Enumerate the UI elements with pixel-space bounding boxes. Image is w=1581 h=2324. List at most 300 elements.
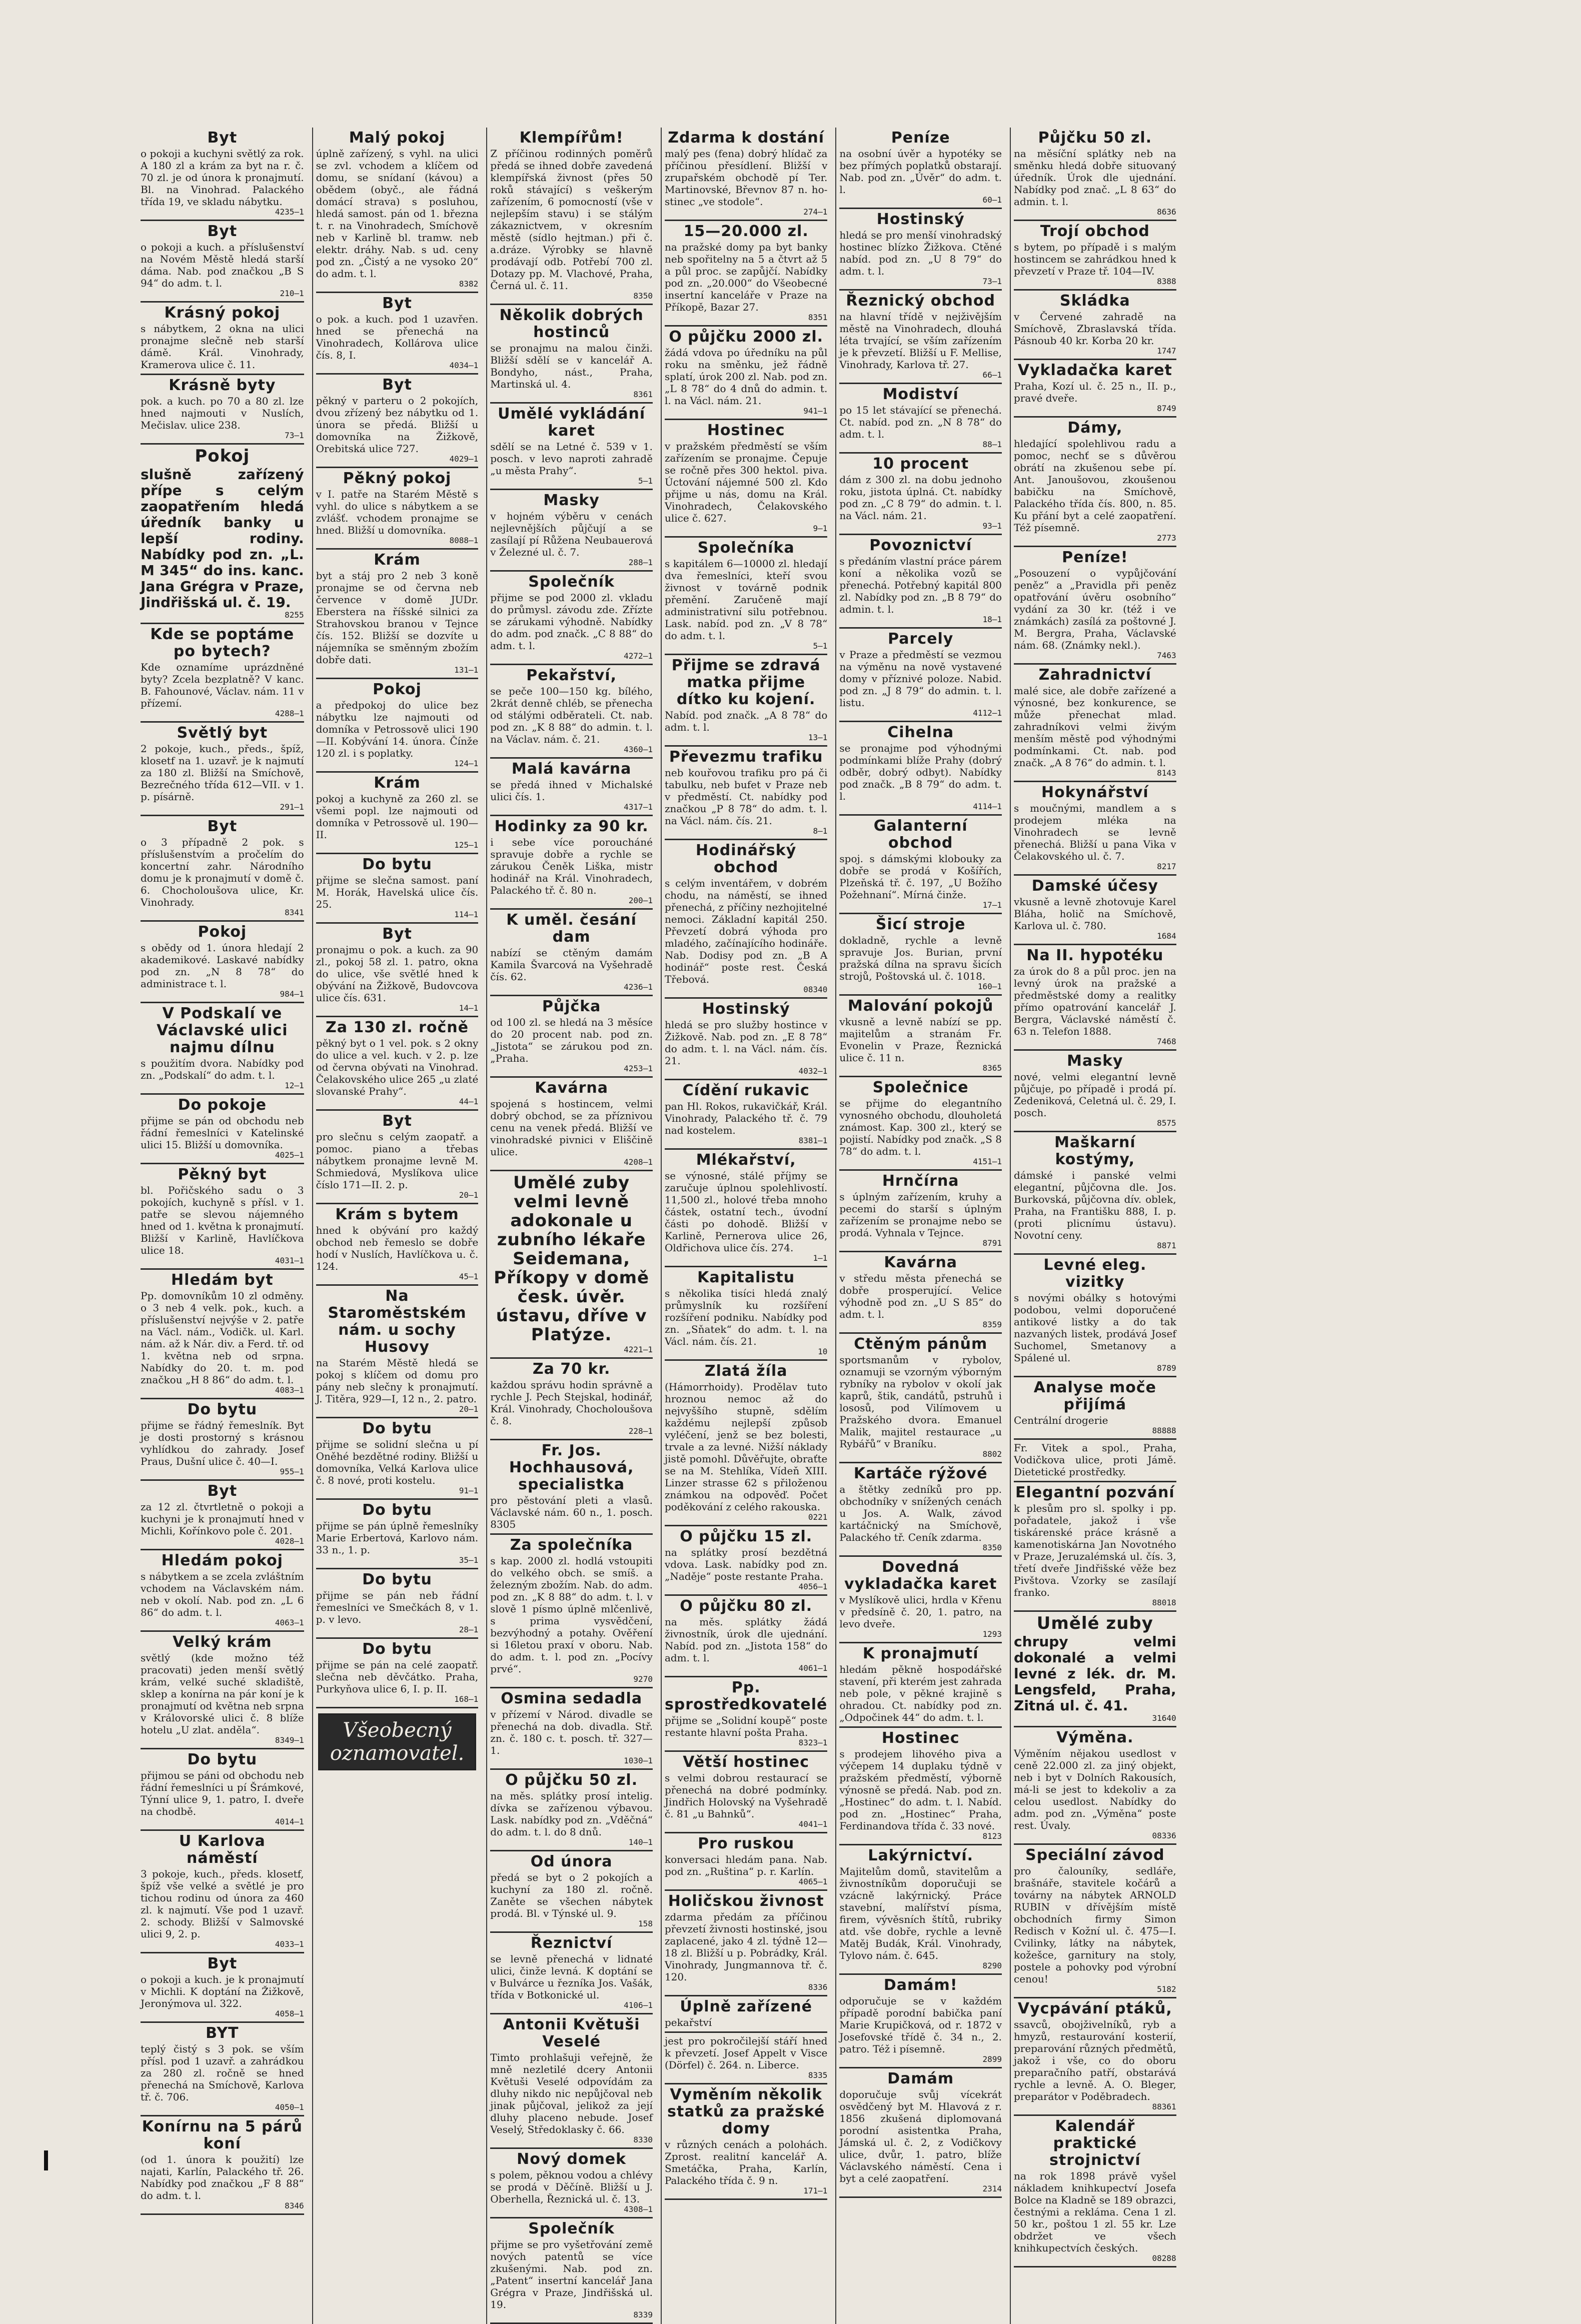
ad-text: se výnosné, stálé příjmy se zaručuje úplnou spolehlivostí. 11,500 zl., holové třeba mnoho částek, ostatní tech., úvodní části po dohodě. Bližší v Karlině, Pernerova ulice 26, Oldřichova ulice čís. 274. (664, 1170, 828, 1254)
ad-title: Vycpávání ptáků, (1017, 2000, 1172, 2017)
ad-code: 8802 (982, 1449, 1002, 1459)
ad-code: 941—1 (803, 406, 828, 416)
classified-ad (316, 924, 479, 1017)
ad-title: K pronajmutí (862, 1645, 979, 1662)
classified-ad (490, 816, 653, 910)
ad-code: 8339 (633, 2310, 653, 2319)
ad-text: přijme se solidní slečna u pí Oněhé bezdětné rodiny. Bližší u domovníka, Velká Karlova ulice č. 8 nové, proti kostelu. (316, 1438, 479, 1486)
ad-text: s nábytkem a se zcela zvláštním vchodem na Václavském nám. neb v okolí. Nab. pod zn. „L 6 86“ do adm. t. l. (141, 1570, 304, 1618)
ad-code: 13—1 (808, 733, 828, 742)
ad-title: K uměl. česání dam (506, 911, 637, 946)
ad-text: s úplným zařízením, kruhy a pecemi do starší s úplným zařízením se pronajme nebo se prodá. Vyhnala v Tejnce. (839, 1191, 1002, 1239)
ad-text: na pražské domy pa byt banky neb spořitelny na 5 a čtvrt až 5 a půl proc. se zapůjčí. Nabídky pod zn. „20.000“ do Všeobecné insertní kanceláře v Praze na Příkopě, Bazar 27. (664, 241, 828, 313)
ad-code: 4360—1 (624, 745, 653, 754)
classified-ad (490, 490, 653, 572)
ad-code: 18—1 (982, 615, 1002, 624)
ad-code: 4025—1 (275, 1150, 304, 1160)
ad-title: Kavárna (884, 1254, 958, 1271)
ad-text: o 3 případně 2 pok. s příslušenstvím a pročelím do koncertní zahr. Národního domu je k pronajmutí v domě č. 6. Chocholoušova ulice, Kr. Vinohrady. (141, 836, 304, 908)
ad-title: Konírnu na 5 párů koní (142, 2118, 303, 2152)
ad-title: Modiství (882, 386, 959, 403)
classified-ad (490, 2014, 653, 2149)
ad-code: 28—1 (459, 1625, 479, 1634)
ad-code: 4288—1 (275, 709, 304, 718)
classified-ad (839, 1643, 1002, 1728)
ad-title: Převezmu trafiku (669, 748, 823, 766)
classified-ad (839, 1845, 1002, 1975)
ad-code: 5—1 (813, 641, 828, 651)
ad-text: bl. Pořičského sadu o 3 pokojích, kuchyně s přísl. v 1. patře se slevou nájemného hned od 1. května k pronajmutí. Bližší v Karlině, Havlíčkova ulice 18. (141, 1184, 304, 1256)
classified-ad (665, 1080, 827, 1150)
ad-title: Hodinky za 90 kr. (494, 818, 649, 835)
ad-title: Pokoj (198, 923, 247, 941)
classified-ad (316, 1418, 479, 1500)
classified-ad (839, 1728, 1002, 1845)
ad-text: malé sice, ale dobře zařízené a výnosné, bez konkurence, se může přenechat mlad. zahradníkovi velmi živým menším městě pod výhodnými podmínkami. Ct. nab. pod značk. „A 8 76“ do admin. t. l. (1014, 685, 1176, 769)
classified-ad (665, 327, 827, 420)
ad-title: Nový domek (517, 2150, 627, 2168)
ad-title: Povoznictví (869, 537, 972, 554)
ad-text: s polem, pěknou vodou a chlévy se prodá v Děčíně. Bližší u J. Oberhella, Řeznická ul. č. 13. (490, 2169, 653, 2205)
ad-code: 4014—1 (275, 1817, 304, 1826)
ad-title: Pekařství, (526, 667, 617, 684)
classified-ad (490, 1933, 653, 2014)
ad-code: 8346 (285, 2201, 304, 2210)
ad-text: sdělí se na Letné č. 539 v 1. posch. v levo naproti zahradě „u města Prahy“. (490, 441, 653, 477)
classified-ad (665, 1150, 827, 1267)
classified-ad (141, 1164, 304, 1270)
classified-ad (665, 1752, 827, 1833)
ad-text: s použitím dvora. Nabídky pod zn. „Podskalí“ do adm. t. l. (141, 1057, 304, 1081)
ad-code: 140—1 (628, 1837, 653, 1847)
ad-title: Několik dobrých hostinců (499, 307, 644, 341)
classified-ad (665, 1596, 827, 1677)
ad-title: Hostinský (876, 211, 965, 228)
ad-title: Půjčku 50 zl. (1038, 129, 1152, 147)
ad-title: Hledám byt (171, 1271, 274, 1289)
ad-title: Zahradnictví (1038, 666, 1152, 684)
classified-ad (1014, 547, 1176, 665)
ad-code: 93—1 (982, 521, 1002, 531)
ad-code: 4112—1 (973, 708, 1002, 718)
ad-text: odporučuje se v každém případě porodní babička paní Marie Krupičková, od r. 1872 v Josefovské třídě č. 34 n., 2. patro. Též i písemně. (839, 1995, 1002, 2055)
ad-title: Společníka (697, 539, 795, 557)
classified-ad (490, 305, 653, 404)
ad-code: 44—1 (459, 1097, 479, 1106)
ad-title: Byt (207, 1955, 238, 1972)
ad-code: 73—1 (982, 277, 1002, 286)
ad-title: Fr. Jos. Hochhausová, specialistka (509, 1442, 634, 1493)
classified-ad (839, 291, 1002, 384)
classified-ad (1014, 1051, 1176, 1132)
ad-code: 125—1 (454, 840, 479, 850)
classified-ad (316, 1111, 479, 1204)
ad-code: 114—1 (454, 910, 479, 919)
classified-ad (490, 910, 653, 996)
ad-text: teplý čistý s 3 pok. se vším přísl. pod 1 uzavř. a zahrádkou za 280 zl. ročně se hned přenechá na Smíchově, Karlova tř. č. 706. (141, 2043, 304, 2103)
classified-ad (665, 221, 827, 327)
classified-ad (316, 1204, 479, 1286)
classified-ad (665, 840, 827, 999)
ad-title: Krám (374, 551, 421, 569)
ad-code: 200—1 (628, 896, 653, 905)
ad-code: 8123 (982, 1831, 1002, 1841)
ad-code: 8349—1 (275, 1735, 304, 1745)
ad-code: 8350 (982, 1543, 1002, 1552)
ad-code: 4065—1 (798, 1877, 828, 1886)
ad-text: zdarma předám za příčinou převzetí živnosti hostinské, jsou zaplacené, jako 4 zl. týdně 12—18 zl. Bližší u p. Pobrádky, Král. Vinohrady, Jungmannova tř. č. 120. (664, 1911, 828, 1983)
ad-code: 4272—1 (624, 651, 653, 661)
ad-text: hledá se pro menší vinohradský hostinec blízko Žižkova. Ctěné nabíd. pod zn. „U 8 79“ do adm. t. l. (839, 229, 1002, 277)
ad-code: 984—1 (280, 989, 304, 999)
classified-ad (839, 629, 1002, 722)
ad-text: spoj. s dámskými klobouky za dobře se prodá v Košířích, Plzeňská tř. č. 197, „U Božího Požehnaní“. Mírná činže. (839, 853, 1002, 901)
classified-ad (665, 999, 827, 1080)
ad-text: 3 pokoje, kuch., předs. klosetf, špíž vše velké a světlé je pro tichou rodinu od února za 460 zl. k najmutí. Vše pod 1 uzavř. 2. schody. Bližší v Salmovské ulici 9, 2. p. (141, 1868, 304, 1940)
classified-ad (665, 420, 827, 538)
classified-ad (839, 384, 1002, 454)
ad-title: U Karlova náměstí (179, 1832, 266, 1867)
classified-ad (141, 1095, 304, 1164)
ad-text: o pokoji a kuch. je k pronajmutí v Michli. K doptání na Žižkově, Jeronýmova ul. 322. (141, 1973, 304, 2009)
classified-ad (141, 1632, 304, 1749)
ad-text: s velmi dobrou restaurací se přenechá na dobré podmínky. Jindřich Holovský na Vyšehradě č. 81 „u Bahnků“. (664, 1772, 828, 1820)
ad-text: na Starém Městě hledá se pokoj s klíčem od domu pro pány neb slečny k pronajmutí. J. Titěra, 929—I, 12 n., 2. patro. (316, 1357, 479, 1405)
ad-text: na osobní úvěr a hypotéky se bez přímých poplatků obstarají. Nab. pod zn. „Úvěr“ do adm. t. l. (839, 148, 1002, 196)
ad-title: Damské účesy (1031, 877, 1158, 895)
classified-ad (839, 209, 1002, 291)
ad-text: pro slečnu s celým zaopatř. a pomoc. piano a třebas nábytkem pronajme levně M. Schmiedová, Myslíkova ulice číslo 171—II. 2. p. (316, 1131, 479, 1191)
ad-code: 4058—1 (275, 2009, 304, 2018)
ad-text: dám z 300 zl. na dobu jednoho roku, jistota úplná. Ct. nabídky pod zn. „C 8 79“ do admin. t. l. na Václ. nám. 21. (839, 474, 1002, 522)
ad-text: dokladně, rychle a levně spravuje Jos. Burian, první pražská dílna na spravu šicích strojů, Poštovská ul. č. 1018. (839, 934, 1002, 982)
ad-title: Hledám pokoj (161, 1552, 283, 1569)
ad-code: 288—1 (628, 558, 653, 567)
ad-code: 4106—1 (624, 2000, 653, 2010)
ad-code: 8361 (633, 390, 653, 399)
ad-text: nové, velmi elegantní levně půjčuje, po případě i prodá pí. Zedeniková, Celetná ul. č. 29, I. posch. (1014, 1071, 1176, 1119)
classified-ad (490, 759, 653, 816)
ad-text: světlý (kde možno též pracovati) jeden menší světlý krám, velké suché skladiště, sklep a konírna na pár koní je k pronajmutí od května neb srpna v Královorské ulici č. 8 blíže hotelu „U zlat. anděla“. (141, 1652, 304, 1736)
ad-title: Pokoj (195, 446, 250, 466)
ad-title: Byt (382, 376, 412, 394)
classified-ad (316, 1017, 479, 1111)
ad-text: s bytem, po případě i s malým hostincem se zahrádkou hned k převzetí v Praze tř. 104—IV. (1014, 241, 1176, 277)
ad-code: 4235—1 (275, 207, 304, 217)
ad-text: pro čalouníky, sedláře, brašnáře, stavitele kočárů a továrny na nábytek ARNOLD RUBIN v dřívějším místě obchodních firmy Simon Redisch v Kožní ul. č. 475—I. Cvilinky, látky na nábytek, kožešce, garnitury na stoly, postele a pohovky pod výrobní cenou! (1014, 1865, 1176, 1985)
classified-ad (1014, 2116, 1176, 2267)
ad-title: Umělé vykládání karet (498, 405, 646, 440)
ad-text: se levně přenechá v lidnaté ulici, činže levná. K doptání se v Bulvárce u řezníka Jos. Vašák, třída v Botkonické ul. (490, 1953, 653, 2001)
ad-text: hledám pěkně hospodářské stavení, při kterém jest zahrada neb pole, v pěkné krajině s ohradou. Ct. nabídky pod zn. „Odpočinek 44“ do adm. t. l. (839, 1663, 1002, 1723)
classified-ad (839, 914, 1002, 996)
ad-code: 4114—1 (973, 802, 1002, 811)
ad-text: malý pes (fena) dobrý hlídač za příčinou přesídlení. Bližší v zrupařském obchodě pí Ter. Martinovské, Břevnov 87 n. ho-stinec „ve stodole“. (664, 148, 828, 208)
ad-title: Za 70 kr. (532, 1360, 611, 1378)
ad-title: Dámy, (1067, 419, 1123, 437)
ad-text: přijme se slečna samost. paní M. Horák, Havelská ulice čís. 25. (316, 874, 479, 910)
classified-ad (316, 854, 479, 924)
ad-text: přijme se řádný řemeslník. Byt je dosti prostorný s krásnou vyhlídkou do zahrady. Josef Praus, Dušní ulice č. 40—I. (141, 1419, 304, 1467)
ad-code: 8789 (1157, 1363, 1176, 1373)
classified-ad (839, 535, 1002, 629)
ad-text: každou správu hodin správně a rychle J. Pech Stejskal, hodinář, Král. Vinohrady, Chocholoušova č. 8. (490, 1379, 653, 1427)
ad-text: ssavců, obojživelníků, ryb a hmyzů, restaurování kosterií, preparování různých předmětů, jakož i vše, co do oboru preparačního patří, obstarává rychle a levně. A. O. Bleger, preparátor v Poděbradech. (1014, 2018, 1176, 2102)
ad-text: (od 1. února k použití) lze najati, Karlín, Palackého tř. 26. Nabídky pod značkou „F 8 88“ do adm. t. l. (141, 2153, 304, 2201)
ad-title: O půjčku 2000 zl. (669, 328, 823, 346)
ad-text: za 12 zl. čtvrtletně o pokoji a kuchyni je k pronajmutí hned v Michli, Kořínkovo pole č. 201. (141, 1501, 304, 1537)
ad-title: Levné eleg. vizitky (1043, 1256, 1147, 1291)
ad-title: Do bytu (187, 1401, 258, 1418)
ad-title: Malý pokoj (349, 129, 446, 147)
classified-ad (839, 1171, 1002, 1252)
ad-text: přijme se „Solidní koupě“ poste restante hlavní pošta Praha. (664, 1714, 828, 1738)
ad-title: Krám s bytem (335, 1206, 459, 1223)
ad-text: Majitelům domů, stavitelům a živnostníkům doporučuji se vzácně lakýrnický. Práce stavební, malířství písma, firem, vývěsních štítů, rubriky atd. vše dobře, rychle a levně Matěj Budák, Král. Vinohrady, Tylovo nám. č. 645. (839, 1865, 1002, 1961)
ad-code: 8365 (982, 1063, 1002, 1073)
ad-title: Pěkný byt (178, 1166, 267, 1183)
ad-code: 8351 (808, 313, 828, 322)
ad-title: Kapitalistu (697, 1269, 795, 1286)
ad-code: 8749 (1157, 404, 1176, 413)
ad-code: 10 (818, 1347, 828, 1356)
classified-ad (490, 1770, 653, 1851)
classified-ad (1014, 1482, 1176, 1612)
classified-ad (490, 2149, 653, 2218)
ad-title: Hostinec (881, 1729, 960, 1747)
classified-ad (316, 679, 479, 773)
ad-title: Byt (207, 129, 238, 147)
ad-text: Nabíd. pod značk. „A 8 78“ do adm. t. l. (664, 709, 828, 733)
ad-text: doporučuje svůj vícekrát osvědčený byt M. Hlavová z r. 1856 zkušená diplomovaná porodní asistentka Praha, Jámská ul. č. 2, z Vodičkovy ulice, dvůr, 1. patro, blíže Václavského náměstí. Cena i byt a celé zaopatření. (839, 2088, 1002, 2184)
ad-code: 88018 (1152, 1598, 1176, 1607)
classified-ad (316, 773, 479, 854)
ad-text: v různých cenách a polohách. Zprost. realitní kancelář A. Smetáčka, Praha, Karlín, Palackého třída č. 9 n. (664, 2138, 828, 2186)
ad-text: se předá ihned v Michalské ulici čís. 1. (490, 779, 653, 803)
ad-code: 1747 (1157, 346, 1176, 356)
classified-ad (141, 922, 304, 1003)
ad-text: o pokoji a kuchyni světlý za rok. A 180 zl a krám za byt na r. č. 70 zl. je od února k pronajmutí. Bl. na Vinohrad. Palackého třída 19, ve skladu nábytku. (141, 148, 304, 208)
ad-code: 4253—1 (624, 1064, 653, 1073)
classified-ad (141, 1550, 304, 1632)
ad-title: Do bytu (362, 856, 432, 873)
ad-code: 158 (638, 1919, 653, 1928)
ad-code: 4032—1 (798, 1066, 828, 1076)
ad-code: 4208—1 (624, 1157, 653, 1167)
ad-title: Mlékařství, (696, 1151, 796, 1169)
ad-code: 4221—1 (624, 1345, 653, 1354)
ad-code: 124—1 (454, 759, 479, 768)
ad-title: Speciální závod (1025, 1846, 1165, 1864)
ad-code: 08340 (803, 985, 828, 994)
ad-text: po 15 let stávající se přenechá. Ct. nabíd. pod zn. „N 8 78“ do adm. t. l. (839, 404, 1002, 440)
ad-title: O půjčku 80 zl. (680, 1597, 813, 1615)
ad-title: Dovedná vykladačka karet (844, 1558, 997, 1593)
ad-text: od 100 zl. se hledá na 3 měsíce do 20 procent nab. pod zn. „Jistota“ se zárukou pod zn. „Praha. (490, 1016, 653, 1064)
ad-text: v Myslíkově ulici, hrdla v Křenu v předsíně č. 20, 1. patro, na levo dveře. (839, 1594, 1002, 1630)
ad-text: pekařství (664, 2016, 712, 2028)
ad-title: Půjčka (542, 998, 601, 1015)
ad-text: s prodejem lihového piva a výčepem 14 duplaku týdně v pražském předměstí, výborně výnosně se předá. Nab. pod zn. „Hostinec“ do adm. t. l. Nabíd. pod zn. „Hostinec“ Praha, Ferdinandova třída č. 33 nové. (839, 1748, 1002, 1832)
ad-title: Větší hostinec (683, 1753, 810, 1771)
ad-code: 73—1 (285, 431, 304, 440)
classified-ad (490, 1440, 653, 1535)
ad-code: 5—1 (638, 476, 653, 486)
ad-code: 4034—1 (449, 361, 479, 370)
ad-text: přijme se pán neb řádní řemeslníci ve Smečkách 8, v 1. p. v levo. (316, 1589, 479, 1625)
ad-text: vkusně a levně zhotovuje Karel Bláha, holič na Smíchově, Karlova ul. č. 780. (1014, 896, 1176, 932)
ad-text: neb kouřovou trafiku pro pá či tabulku, neb bufet v Praze neb v předměstí. Ct. nabídky pod značkou „P 8 78“ do adm. t. l. na Václ. nám. čís. 21. (664, 767, 828, 827)
classified-ad (839, 722, 1002, 816)
ad-title: Řeznictví (530, 1934, 613, 1952)
classified-ad (141, 2023, 304, 2116)
ad-code: 4236—1 (624, 982, 653, 992)
ad-text: (Hámorrhoidy). Prodělav tuto hroznou nemoc až do nejvyššího stupně, sdělím každému nejlepší způsob vyléčení, jenž se bez bolesti, trvale a za levné. Nižší náklady jistě pomohl. Důvěřujte, obraťte se na M. Stehlíka, Vídeň XIII. Linzer strasse 62 s přiloženou známkou na odpověď. Počet poděkování z celého rakouska. (664, 1381, 828, 1513)
ad-title: Do bytu (187, 1751, 258, 1768)
classified-ad (665, 747, 827, 840)
ad-code: 9270 (633, 1674, 653, 1684)
classified-ad (1014, 782, 1176, 876)
classified-ad (1014, 665, 1176, 782)
ad-title: O půjčku 50 zl. (505, 1771, 638, 1789)
ad-code: 4056—1 (798, 1582, 828, 1591)
ad-text: v hojném výběru v cenách nejlevnějších půjčují a se zasílají pí Růžena Neubauerová v Železné ul. č. 7. (490, 510, 653, 558)
ad-code: 8871 (1157, 1241, 1176, 1250)
ad-title: Do pokoje (178, 1096, 267, 1114)
classified-ad (665, 2084, 827, 2200)
classified-ad (665, 1361, 827, 1526)
ad-text: konversaci hledám pana. Nab. pod zn. „Ruština“ p. r. Karlín. (664, 1853, 828, 1877)
ad-code: 4028—1 (275, 1536, 304, 1546)
ad-code: 8636 (1157, 207, 1176, 217)
ad-title: Do bytu (362, 1571, 432, 1588)
ad-title: Klempířům! (519, 129, 624, 147)
classified-ad (141, 723, 304, 816)
ad-title: Do bytu (362, 1640, 432, 1658)
classified-ad (490, 1851, 653, 1933)
classified-ad (1014, 1377, 1176, 1440)
ad-text: na měs. splátky prosí intelig. dívka se zařízenou výbavou. Lask. nabídky pod zn. „Vděčná“ do adm. t. l. do 8 dnů. (490, 1790, 653, 1838)
ad-title: Holičskou živnost (668, 1892, 824, 1910)
ad-title: Umělé zuby (1036, 1613, 1153, 1633)
ad-code: 12—1 (285, 1081, 304, 1090)
ad-text: se pronajmu na malou činži. Bližší sdělí se v kancelář A. Bondyho, nást., Praha, Martinská ul. 4. (490, 342, 653, 390)
ad-title: Analyse moče přijímá (1033, 1379, 1157, 1413)
ad-title: Damám (887, 2070, 954, 2087)
classified-ad (141, 1831, 304, 1953)
ad-code: 4317—1 (624, 802, 653, 812)
classified-ad (141, 2116, 304, 2215)
classified-ad (665, 128, 827, 221)
classified-ad (1014, 1255, 1176, 1377)
ad-title: BYT (206, 2024, 239, 2042)
ad-code: 8359 (982, 1320, 1002, 1329)
classified-ad (1014, 1727, 1176, 1845)
classified-ad (839, 454, 1002, 535)
ad-text: v pražském předměstí se vším zařízením se pronajme. Čepuje se ročně přes 300 hektol. piva. Úctování nájemné 500 zl. Kdo přijme u nás, domu na Král. Vinohradech, Čelakovského ulice č. 627. (664, 440, 828, 524)
classified-ad (490, 1171, 653, 1359)
ad-title: Damám! (883, 1976, 958, 1994)
ad-text: s nábytkem, 2 okna na ulici pronajme slečně neb starší dámě. Král. Vinohrady, Kramerova ulice č. 11. (141, 323, 304, 371)
ad-title: Úplně zařízené (680, 1998, 812, 2015)
ad-title: Malování pokojů (848, 997, 994, 1015)
classified-ad (665, 1833, 827, 1891)
ad-code: 7463 (1157, 651, 1176, 660)
ad-title: Společnice (872, 1079, 969, 1096)
ad-title: Výměna. (1056, 1729, 1134, 1746)
ad-code: 88361 (1152, 2102, 1176, 2111)
ad-code: 1684 (1157, 931, 1176, 941)
classified-ad (316, 468, 479, 550)
ad-text: v středu města přenechá se dobře prosperující. Velice výhodně pod zn. „U S 85“ do adm. t. l. (839, 1272, 1002, 1320)
ad-title: Byt (382, 1112, 412, 1130)
ad-code: 8088—1 (449, 536, 479, 545)
classified-ad (1014, 945, 1176, 1051)
ad-text: Pp. domovníkům 10 zl odměny. o 3 neb 4 velk. pok., kuch. a příslušenství nejvýše v 2. patře na Václ. nám., Vodičk. ul. Karl. nám. až k Nár. div. a Ferd. tř. od 1. května neb od srpna. Nabídky do 20. t. m. pod značkou „H 8 86“ do adm. t. l. (141, 1290, 304, 1386)
ad-text: s několika tisíci hledá znalý průmyslník ku rozšíření rozšíření podniku. Nabídky pod zn. „Sňatek“ do adm. t. l. na Václ. nám. čís. 21. (664, 1287, 828, 1347)
ad-code: 8335 (808, 2070, 828, 2080)
classified-ad (141, 1953, 304, 2023)
ad-code: 1—1 (813, 1253, 828, 1263)
ad-text: Praha, Kozí ul. č. 25 n., II. p., pravé dveře. (1014, 380, 1176, 404)
ad-text: vkusně a levně nabízí se pp. majitelům a stranám Fr. Evonelin v Praze, Řeznická ulice č. 11 n. (839, 1016, 1002, 1064)
ad-code: 4033—1 (275, 1939, 304, 1949)
ad-title: Na Staroměstském nám. u sochy Husovy (328, 1287, 467, 1356)
ad-code: 8350 (633, 291, 653, 301)
ad-code: 8341 (285, 908, 304, 917)
ad-title: Osmina sedadla (501, 1690, 643, 1707)
ad-code: 7468 (1157, 1037, 1176, 1046)
ad-code: 955—1 (280, 1467, 304, 1476)
ad-text: s moučnými, mandlem a s prodejem mléka na Vinohradech se levně přenechá. Bližší u pana Vika v Čelakovského ul. č. 7. (1014, 802, 1176, 862)
banner-line-2: oznamovatel. (330, 1742, 465, 1765)
classified-ad (141, 221, 304, 303)
ad-code: 4050—1 (275, 2102, 304, 2112)
classified-ad (490, 1535, 653, 1688)
ad-text: chrupy velmi dokonalé a velmi levné z lék. dr. M. Lengsfeld, Praha, Zitná ul. č. 41. (1014, 1633, 1176, 1714)
ad-code: 31640 (1152, 1713, 1176, 1723)
ad-title: Pěkný pokoj (343, 470, 452, 487)
classified-ad (141, 375, 304, 445)
ad-code: 2314 (982, 2184, 1002, 2193)
classified-ad (316, 1639, 479, 1708)
ad-code: 2899 (982, 2054, 1002, 2064)
ad-code: 8381—1 (798, 1136, 828, 1145)
ad-code: 35—1 (459, 1555, 479, 1565)
classified-ad (490, 996, 653, 1078)
ad-title: Kde se poptáme po bytech? (150, 626, 295, 660)
ad-text: 2 pokoje, kuch., předs., špíž, klosetf na 1. uzavř. je k najmutí za 180 zl. Bližší na Smíchově, Bezrečného třída 612—VII. v 1. p. písárně. (141, 743, 304, 803)
ad-text: pan Hl. Rokos, rukavičkář, Král. Vinohrady, Palackého tř. č. 79 nad kostelem. (664, 1100, 828, 1136)
ad-code: 4041—1 (798, 1819, 828, 1829)
ad-text: byt a stáj pro 2 neb 3 koně pronajme se od června neb července v domě JUDr. Eberstera na říšské silnici za Strahovskou branou v Tejnce čís. 152. Bližší se dozvíte u nájemníka se směnným zbožím dobře dati. (316, 570, 479, 666)
classified-ad (1014, 1132, 1176, 1255)
ad-title: Kartáče rýžové (853, 1465, 988, 1482)
ad-title: Skládka (1059, 292, 1130, 310)
ad-text: Timto prohlašuji veřejně, že mně nezletilé dcery Antonii Květuši Veselé odpovídám za dluhy nikdo nic nepůjčoval neb jinak půjčoval, jelikož za její dluhy placeno nebude. Josef Veselý, Středoklasky č. 66. (490, 2051, 653, 2135)
ad-text: přijme se pro vyšetřování země nových patentů se více zkušenými. Nab. pod zn. „Patent“ insertní kancelář Jana Grégra v Praze, Jindřišská ul. 19. (490, 2238, 653, 2310)
classified-ad (490, 128, 653, 305)
ad-code: 1030—1 (624, 1756, 653, 1765)
ad-code: 274—1 (803, 207, 828, 217)
ad-text: na splátky prosí bezdětná vdova. Lask. nabídky pod zn. „Naděje“ poste restante Praha. (664, 1546, 828, 1582)
ad-code: 8290 (982, 1961, 1002, 1970)
ad-text: se peče 100—150 kg. bílého, 2krát denně chléb, se přenecha od stálými odběrateli. Ct. nab. pod zn. „K 8 88“ do admin. t. l. na Václav. nám. č. 21. (490, 685, 653, 745)
ad-title: Pro ruskou (698, 1835, 795, 1852)
ad-code: 60—1 (982, 195, 1002, 205)
ad-text: Kde oznamíme uprázdněné byty? Zcela bezplatně? V kanc. B. Fahounové, Václav. nám. 11 v přízemí. (141, 661, 304, 709)
ad-text: na měs. splátky žádá živnostník, úrok dle ujednání. Nabíd. pod zn. „Jistota 158“ do adm. t. l. (664, 1616, 828, 1664)
